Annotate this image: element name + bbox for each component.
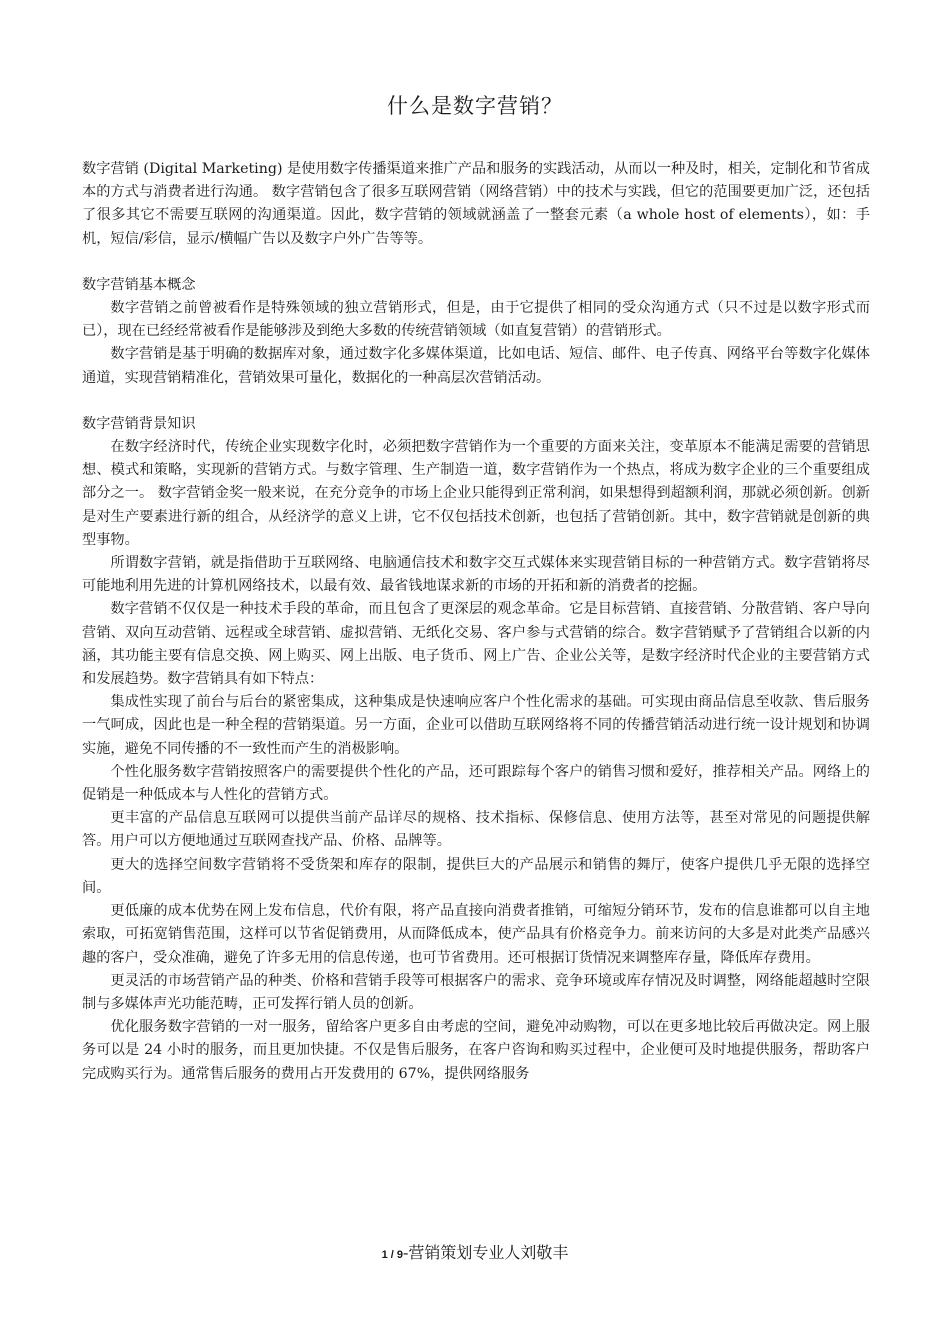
paragraph: 优化服务数字营销的一对一服务，留给客户更多自由考虑的空间，避免冲动购物，可以在更多地比较后再做决定。网上服务可以是 24 小时的服务，而且更加快捷。不仅是售后服务，在客户咨询和购买过程中，企业便可及时地提供服务，帮助客户完成购买行为。通常售后服务的费用占开发费用的 67%，提供网络服务: [82, 1019, 870, 1082]
paragraph: 数字营销之前曾被看作是特殊领域的独立营销形式，但是，由于它提供了相同的受众沟通方式（只不过是以数字形式而已），现在已经经常被看作是能够涉及到绝大多数的传统营销领域（如直复营销）的营销形式。: [82, 300, 870, 340]
paragraph: 个性化服务数字营销按照客户的需要提供个性化的产品，还可跟踪每个客户的销售习惯和爱好，推荐相关产品。网络上的促销是一种低成本与人性化的营销方式。: [82, 763, 870, 804]
section-heading: 数字营销背景知识: [82, 415, 196, 432]
page-footer: [0, 1240, 950, 1263]
paragraph: 更大的选择空间数字营销将不受货架和库存的限制，提供巨大的产品展示和销售的舞厅，使客户提供几乎无限的选择空间。: [82, 856, 870, 896]
document-body: [82, 158, 870, 1086]
paragraph: 更灵活的市场营销产品的种类、价格和营销手段等可根据客户的需求、竞争环境或库存情况及时调整，网络能超越时空限制与多媒体声光功能范畴，正可发挥行销人员的创新。: [82, 972, 870, 1012]
section-basic-concept: [82, 274, 870, 390]
paragraph: 更低廉的成本优势在网上发布信息，代价有限，将产品直接向消费者推销，可缩短分销环节，发布的信息谁都可以自主地索取，可拓宽销售范围，这样可以节省促销费用，从而降低成本，使产品具有价格竞争力。前来访问的大多是对此类产品感兴趣的客户，受众准确，避免了许多无用的信息传递，也可节省费用。还可根据订货情况来调整库存量，降低库存费用。: [82, 903, 870, 966]
paragraph: 数字营销是基于明确的数据库对象，通过数字化多媒体渠道，比如电话、短信、邮件、电子传真、网络平台等数字化媒体通道，实现营销精准化，营销效果可量化，数据化的一种高层次营销活动。: [82, 346, 870, 386]
paragraph: 集成性实现了前台与后台的紧密集成，这种集成是快速响应客户个性化需求的基础。可实现由商品信息至收款、售后服务一气呵成，因此也是一种全程的营销渠道。另一方面，企业可以借助互联网络将不同的传播营销活动进行统一设计规划和协调实施，避免不同传播的不一致性而产生的消极影响。: [82, 694, 870, 757]
section-heading: 数字营销基本概念: [82, 276, 196, 293]
page-number: 1 / 9: [381, 1249, 403, 1261]
paragraph: 更丰富的产品信息互联网可以提供当前产品详尽的规格、技术指标、保修信息、使用方法等，甚至对常见的问题提供解答。用户可以方便地通过互联网查找产品、价格、品牌等。: [82, 810, 870, 850]
paragraph: 所谓数字营销，就是指借助于互联网络、电脑通信技术和数字交互式媒体来实现营销目标的一种营销方式。数字营销将尽可能地利用先进的计算机网络技术，以最有效、最省钱地谋求新的市场的开拓和新的消费者的挖掘。: [82, 555, 870, 595]
paragraph: 数字营销不仅仅是一种技术手段的革命，而且包含了更深层的观念革命。它是目标营销、直接营销、分散营销、客户导向营销、双向互动营销、远程或全球营销、虚拟营销、无纸化交易、客户参与式营销的综合。数字营销赋予了营销组合以新的内涵，其功能主要有信息交换、网上购买、网上出版、电子货币、网上广告、企业公关等，是数字经济时代企业的主要营销方式和发展趋势。数字营销具有如下特点：: [82, 601, 870, 688]
footer-caption: -营销策划专业人刘敬丰: [402, 1243, 569, 1262]
section-background: [82, 413, 870, 1086]
intro-paragraph: 数字营销 (Digital Marketing) 是使用数字传播渠道来推广产品和服务的实践活动，从而以一种及时，相关，定制化和节省成本的方式与消费者进行沟通。 数字营销包含了很多互联网营销（网络营销）中的技术与实践，但它的范围要更加广泛，还包括了很多其它不需要互联网的沟通渠道。因此，数字营销的领域就涵盖了一整套元素（a whole host of elements），如：手机，短信/彩信，显示/横幅广告以及数字户外广告等等。: [82, 161, 870, 247]
document-title: 什么是数字营销？: [387, 94, 563, 118]
paragraph: 在数字经济时代，传统企业实现数字化时，必须把数字营销作为一个重要的方面来关注，变革原本不能满足需要的营销思想、模式和策略，实现新的营销方式。与数字管理、生产制造一道，数字营销作为一个热点，将成为数字企业的三个重要组成部分之一。 数字营销金奖一般来说，在充分竞争的市场上企业只能得到正常利润，如果想得到超额利润，那就必须创新。创新是对生产要素进行新的组合，从经济学的意义上讲，它不仅包括技术创新，也包括了营销创新。其中，数字营销就是创新的典型事物。: [82, 439, 870, 548]
